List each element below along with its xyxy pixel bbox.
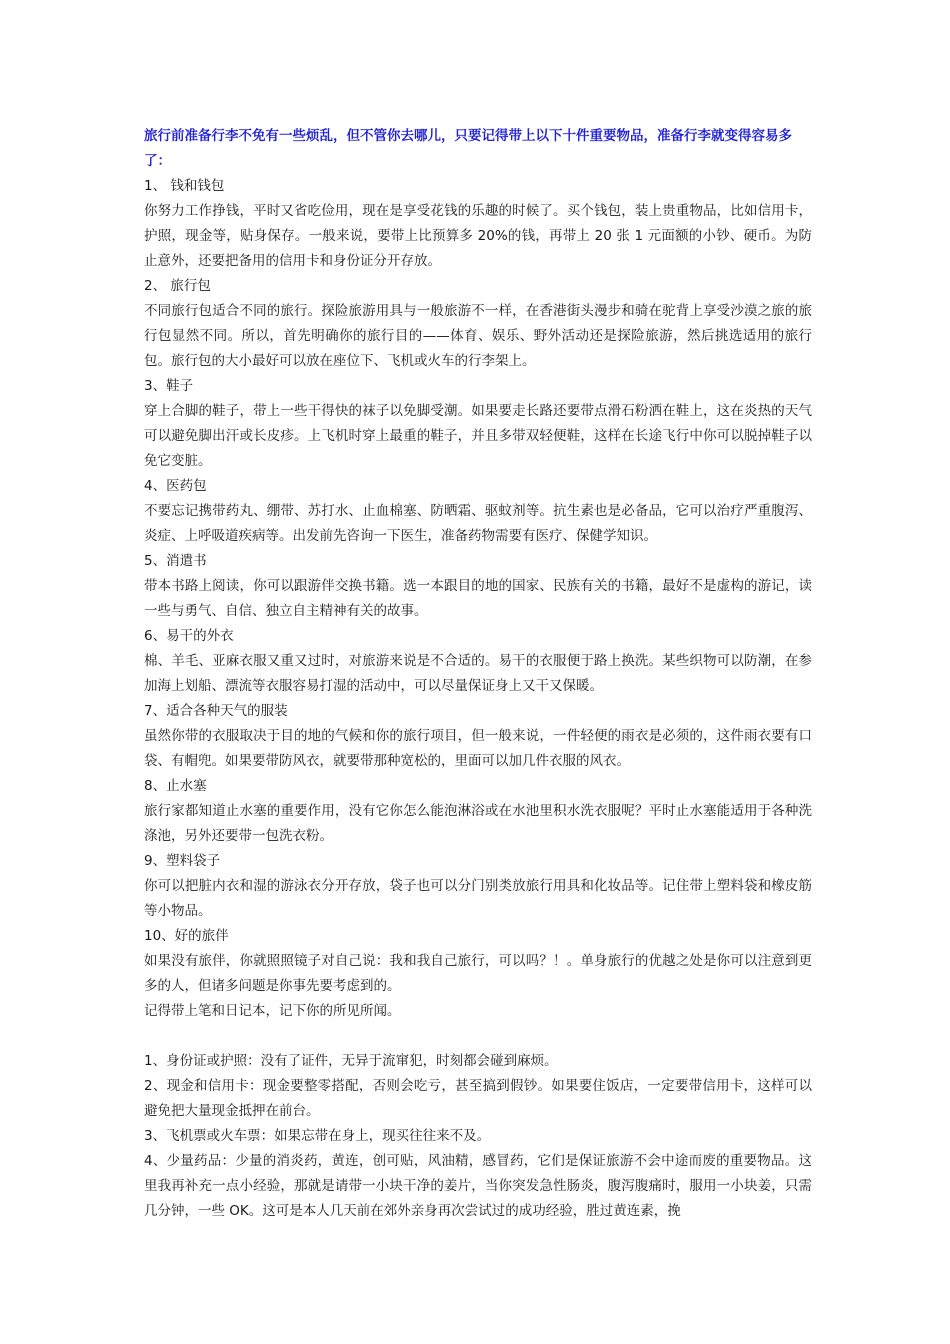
list-item: 1、身份证或护照：没有了证件，无异于流窜犯，时刻都会碰到麻烦。 xyxy=(144,1053,558,1069)
item-10 xyxy=(144,924,812,999)
essentials-list xyxy=(144,1049,812,1224)
list-item: 2、现金和信用卡：现金要整零搭配，否则会吃亏，甚至搞到假钞。如果要住饭店，一定要带信用卡，这样可以避免把大量现金抵押在前台。 xyxy=(144,1078,812,1119)
item-heading: 6、易干的外衣 xyxy=(144,628,234,644)
item-text: 你努力工作挣钱，平时又省吃俭用，现在是享受花钱的乐趣的时候了。买个钱包，装上贵重物品，比如信用卡，护照，现金等，贴身保存。一般来说，要带上比预算多 20%的钱，再带上 20 张 1 元面额的小钞、硬币。为防止意外，还要把备用的信用卡和身份证分开存放。 xyxy=(144,203,812,269)
item-text: 旅行家都知道止水塞的重要作用，没有它你怎么能泡淋浴或在水池里积水洗衣服呢？平时止水塞能适用于各种洗涤池，另外还要带一包洗衣粉。 xyxy=(144,803,812,844)
item-heading: 9、塑料袋子 xyxy=(144,853,221,869)
item-2 xyxy=(144,274,812,374)
item-6 xyxy=(144,624,812,699)
item-heading: 8、止水塞 xyxy=(144,778,207,794)
note-line: 记得带上笔和日记本，记下你的所见所闻。 xyxy=(144,1003,401,1019)
item-heading: 4、医药包 xyxy=(144,478,207,494)
item-text: 虽然你带的衣服取决于目的地的气候和你的旅行项目，但一般来说，一件轻便的雨衣是必须的，这件雨衣要有口袋、有帽兜。如果要带防风衣，就要带那种宽松的，里面可以加几件衣服的风衣。 xyxy=(144,728,812,769)
item-3 xyxy=(144,374,812,474)
item-text: 不同旅行包适合不同的旅行。探险旅游用具与一般旅游不一样，在香港街头漫步和骑在驼背上享受沙漠之旅的旅行包显然不同。所以，首先明确你的旅行目的——体育、娱乐、野外活动还是探险旅游，然后挑选适用的旅行包。旅行包的大小最好可以放在座位下、飞机或火车的行李架上。 xyxy=(144,303,812,369)
item-text: 如果没有旅伴，你就照照镜子对自己说：我和我自己旅行，可以吗？！。单身旅行的优越之处是你可以注意到更多的人，但诸多问题是你事先要考虑到的。 xyxy=(144,953,812,994)
item-5 xyxy=(144,549,812,624)
list-item: 4、少量药品：少量的消炎药，黄连，创可贴，风油精，感冒药，它们是保证旅游不会中途而废的重要物品。这里我再补充一点小经验，那就是请带一小块干净的姜片，当你突发急性肠炎，腹泻腹痛时，服用一小块姜，只需几分钟，一些 OK。这可是本人几天前在郊外亲身再次尝试过的成功经验，胜过黄连素，挽 xyxy=(144,1153,812,1219)
item-heading: 5、消遣书 xyxy=(144,553,207,569)
item-1 xyxy=(144,174,812,274)
item-heading: 2、 旅行包 xyxy=(144,278,211,294)
item-text: 你可以把脏内衣和湿的游泳衣分开存放，袋子也可以分门别类放旅行用具和化妆品等。记住带上塑料袋和橡皮筋等小物品。 xyxy=(144,878,812,919)
item-7 xyxy=(144,699,812,774)
item-text: 带本书路上阅读，你可以跟游伴交换书籍。选一本跟目的地的国家、民族有关的书籍，最好不是虚构的游记，读一些与勇气、自信、独立自主精神有关的故事。 xyxy=(144,578,812,619)
item-4 xyxy=(144,474,812,549)
item-heading: 7、适合各种天气的服装 xyxy=(144,703,288,719)
item-text: 穿上合脚的鞋子，带上一些干得快的袜子以免脚受潮。如果要走长路还要带点滑石粉洒在鞋上，这在炎热的天气可以避免脚出汗或长皮疹。上飞机时穿上最重的鞋子，并且多带双轻便鞋，这样在长途飞行中你可以脱掉鞋子以免它变脏。 xyxy=(144,403,812,469)
item-text: 棉、羊毛、亚麻衣服又重又过时，对旅游来说是不合适的。易干的衣服便于路上换洗。某些织物可以防潮，在参加海上划船、漂流等衣服容易打湿的活动中，可以尽量保证身上又干又保暖。 xyxy=(144,653,812,694)
intro-paragraph: 旅行前准备行李不免有一些烦乱，但不管你去哪儿，只要记得带上以下十件重要物品，准备行李就变得容易多了： xyxy=(144,128,792,169)
list-item: 3、飞机票或火车票：如果忘带在身上，现买往往来不及。 xyxy=(144,1128,491,1144)
item-9 xyxy=(144,849,812,924)
document-page xyxy=(144,124,812,1224)
blank-line xyxy=(144,1024,812,1049)
item-8 xyxy=(144,774,812,849)
item-heading: 3、鞋子 xyxy=(144,378,194,394)
item-text: 不要忘记携带药丸、绷带、苏打水、止血棉塞、防晒霜、驱蚊剂等。抗生素也是必备品，它可以治疗严重腹泻、炎症、上呼吸道疾病等。出发前先咨询一下医生，准备药物需要有医疗、保健学知识。 xyxy=(144,503,812,544)
item-heading: 10、好的旅伴 xyxy=(144,928,229,944)
item-heading: 1、 钱和钱包 xyxy=(144,178,225,194)
